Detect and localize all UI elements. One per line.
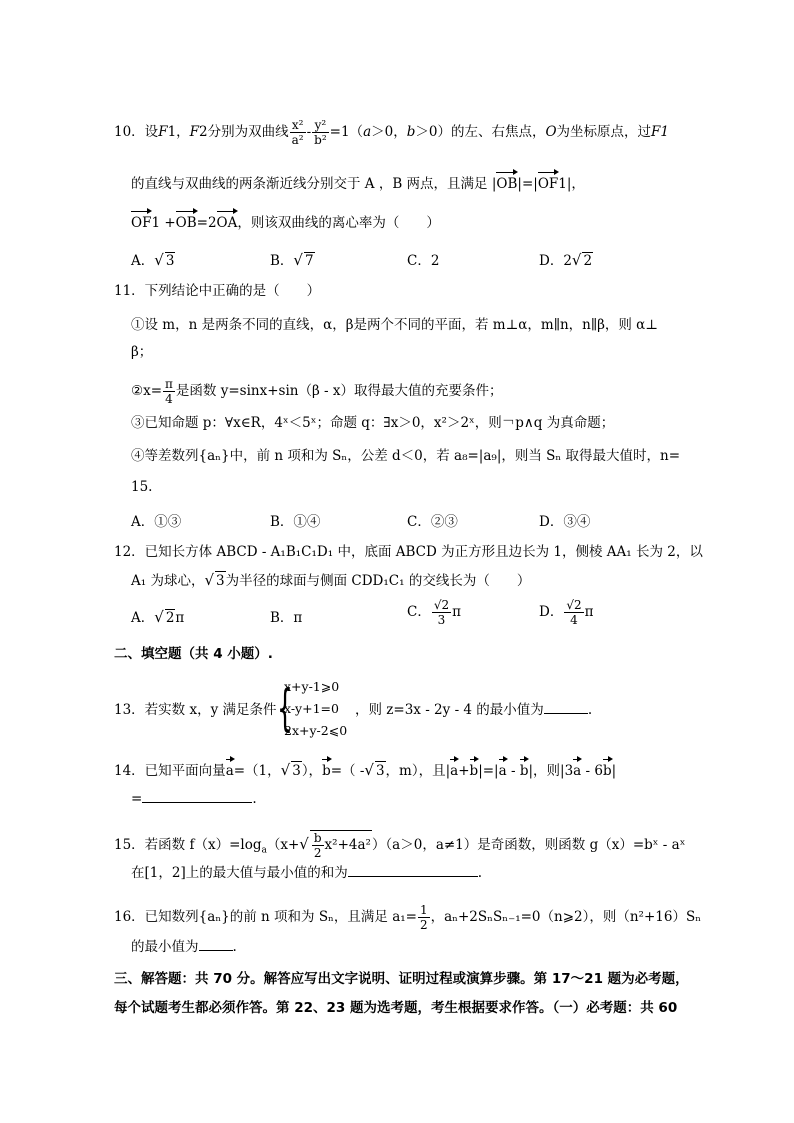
q10-line3 [131, 210, 440, 232]
text: ）， [301, 763, 323, 779]
radicand: 3 [375, 763, 385, 779]
sqrt-icon: √ [293, 251, 303, 269]
text: ，则该双曲线的离心率为（ ） [237, 215, 440, 231]
vector-ob: OB [176, 210, 197, 232]
text: =（ - [330, 763, 365, 779]
text: ＞0， [371, 124, 407, 140]
text: 1， [167, 124, 190, 140]
sqrt-icon: √ [571, 251, 582, 269]
text: ，m），且| [385, 763, 451, 779]
q11-s4: ④等差数列{aₙ}中，前 n 项和为 Sₙ，公差 d＜0，若 a₈=|a₉|，则当 Sₙ 取得最大值时，n= [131, 448, 681, 464]
numerator: π [165, 377, 173, 391]
text: ＞0）的左、右焦点， [415, 124, 546, 140]
text: 为半径的球面与侧面 CDD₁C₁ 的交线长为（ ） [225, 573, 531, 589]
q11-options [0, 510, 794, 528]
text: π [584, 604, 594, 620]
equation-3: 2x+y-2⩽0 [284, 723, 348, 738]
fraction-1-2 [418, 903, 430, 932]
option-a [131, 606, 184, 626]
sqrt-icon: √ [154, 608, 164, 626]
brace-icon: { [277, 679, 293, 737]
section-3-line1: 三、解答题：共 70 分。解答应写出文字说明、证明过程或演算步骤。第 17～21 题为必考题， [114, 971, 689, 987]
fraction-pi-4 [163, 377, 175, 406]
sqrt-icon: √ [280, 761, 291, 779]
q13-line [114, 701, 277, 719]
option-d [539, 598, 593, 627]
vector-b: b [322, 758, 331, 780]
numerator: x² [290, 118, 306, 133]
section-2-heading: 二、填空题（共 4 小题）. [114, 646, 273, 662]
text: 是函数 y=sinx+sin（β - x）取得最大值的充要条件； [175, 383, 503, 399]
text: B． [270, 253, 294, 269]
text: 的最小值为 [131, 939, 199, 955]
text: x²+4a² [324, 837, 371, 853]
text: 13．若实数 x，y 满足条件 [114, 702, 277, 718]
text: =1（ [329, 124, 364, 140]
q14-line2 [131, 790, 257, 808]
numerator: √2 [433, 598, 450, 612]
text: C． [407, 604, 431, 620]
vector-a: a [450, 758, 458, 780]
text: . [477, 865, 483, 881]
radicand: 7 [304, 253, 314, 269]
q11-s4b: 15. [131, 479, 153, 495]
q13-system [277, 677, 357, 741]
text: - [306, 124, 312, 140]
text: ）（a＞0，a≠1）是奇函数，则函数 g（x）=bˣ - aˣ [371, 837, 686, 853]
text: ②x= [131, 383, 163, 399]
radicand [310, 830, 372, 860]
fraction [564, 598, 583, 627]
q10-options [0, 249, 794, 267]
text: b [406, 124, 416, 140]
fraction [432, 598, 451, 627]
text: 1 + [151, 215, 176, 231]
text: 14．已知平面向量 [114, 763, 226, 779]
sqrt-icon: √ [364, 761, 374, 779]
vector-of1: OF [538, 171, 558, 193]
text: =（1， [233, 763, 281, 779]
vector-a: a [573, 758, 581, 780]
answer-blank[interactable] [544, 701, 588, 714]
text: D． [539, 604, 564, 620]
option-c: C．②③ [407, 514, 458, 530]
subscript: a [261, 845, 267, 856]
vector-ob: OB [496, 171, 517, 193]
text: 10．设 [114, 124, 159, 140]
q16-line2 [131, 938, 237, 956]
numerator: b [313, 831, 322, 845]
text: a [363, 124, 372, 140]
q15-line1 [114, 830, 685, 860]
answer-blank[interactable] [142, 790, 252, 803]
text: =2 [196, 215, 217, 231]
vector-oa: OA [217, 210, 238, 232]
text: 为坐标原点，过 [556, 124, 652, 140]
q11-s2 [131, 377, 503, 406]
denominator: b² [314, 133, 327, 147]
text: A． [131, 610, 155, 626]
sqrt-icon: √ [299, 835, 309, 853]
q12-line2 [131, 571, 530, 590]
option-b [270, 249, 315, 269]
q11-s1b: β； [131, 344, 153, 360]
q13-line-tail [355, 701, 592, 719]
text: - [506, 763, 520, 779]
equation-2: x-y+1=0 [284, 701, 339, 716]
q11-s3: ③已知命题 p：∀x∈R，4ˣ＜5ˣ；命题 q：∃x＞0，x²＞2ˣ，则￢p∧q 为真命题； [131, 415, 615, 431]
option-d [539, 249, 593, 269]
text: . [252, 791, 257, 807]
text: . [587, 702, 593, 718]
vector-b: b [603, 758, 612, 780]
text: |=| [478, 763, 499, 779]
text: （x+ [266, 837, 300, 853]
option-b: B．①④ [270, 514, 321, 530]
option-a: A．①③ [131, 514, 182, 530]
text: O [545, 124, 557, 140]
option-b: B．π [270, 610, 303, 626]
vector-b: b [520, 758, 529, 780]
answer-blank[interactable] [199, 938, 233, 951]
text: F [158, 124, 168, 140]
sqrt-icon: √ [154, 251, 164, 269]
section-3-line2: 每个试题考生都必须作答。第 22、23 题为选考题，考生根据要求作答。（一）必考题：共 60 [114, 1000, 678, 1016]
text: D．2 [539, 253, 572, 269]
option-d: D．③④ [539, 514, 591, 530]
text: 1|， [558, 176, 585, 192]
answer-blank[interactable] [348, 864, 478, 877]
option-a [131, 249, 175, 269]
text: π [452, 604, 461, 620]
numerator: √2 [566, 598, 582, 612]
text: 的直线与双曲线的两条渐近线分别交于 A ，B 两点，且满足 | [131, 176, 497, 192]
vector-a: a [499, 758, 507, 780]
denominator: 3 [437, 613, 446, 627]
numerator: y² [312, 118, 329, 133]
denominator: 4 [570, 613, 578, 627]
q11-stem: 11．下列结论中正确的是（ ） [114, 283, 321, 299]
q12-line1: 12．已知长方体 ABCD - A₁B₁C₁D₁ 中，底面 ABCD 为正方形且边长为 1，侧棱 AA₁ 长为 2，以 [114, 544, 703, 560]
text: - 6 [581, 763, 603, 779]
q16-line1 [114, 903, 701, 932]
radicand: 3 [292, 763, 301, 779]
vector-a: a [226, 758, 234, 780]
q14-line1 [114, 758, 616, 780]
radicand: 2 [583, 253, 593, 269]
text: A． [131, 253, 155, 269]
text: 15．若函数 f（x）=log [114, 837, 262, 853]
text: F [189, 124, 200, 140]
text: 在[1，2]上的最大值与最小值的和为 [131, 865, 348, 881]
q11-s1: ①设 m，n 是两条不同的直线，α，β是两个不同的平面，若 m⊥α，m∥n，n∥β，则 α⊥ [131, 317, 658, 333]
text: |，则|3 [528, 763, 574, 779]
denominator: 2 [419, 918, 428, 932]
vector-of1: OF [131, 210, 151, 232]
equation-1: x+y-1⩾0 [284, 679, 340, 694]
text: . [232, 939, 237, 955]
text: = [131, 791, 143, 807]
text: A₁ 为球心， [131, 573, 205, 589]
option-c [407, 598, 461, 627]
text: ，则 z=3x - 2y - 4 的最小值为 [355, 702, 544, 718]
fraction-x2-a2 [290, 118, 306, 147]
sqrt-icon: √ [204, 571, 215, 589]
numerator: 1 [419, 903, 428, 917]
text: 16．已知数列{aₙ}的前 n 项和为 Sₙ，且满足 a₁= [114, 909, 417, 925]
text: π [175, 610, 185, 626]
text: + [458, 763, 470, 779]
option-c: C．2 [407, 253, 440, 269]
q15-line2 [131, 864, 482, 882]
text: |=| [517, 176, 538, 192]
denominator: 4 [165, 392, 173, 406]
fraction-b-2 [312, 831, 324, 860]
fraction-y2-b2 [312, 118, 329, 147]
radicand: 3 [165, 253, 175, 269]
q10-line2 [131, 171, 585, 193]
radicand: 3 [216, 573, 225, 589]
vector-b: b [470, 758, 479, 780]
text: F1 [651, 124, 670, 140]
denominator: 2 [313, 846, 322, 860]
q12-options [0, 598, 794, 627]
q10-line1 [114, 118, 669, 147]
text: ，aₙ+2SₙSₙ₋₁=0（n⩾2），则（n²+16）Sₙ [430, 909, 702, 925]
radicand: 2 [165, 610, 175, 626]
text: 2分别为双曲线 [199, 124, 289, 140]
text: | [611, 763, 617, 779]
denominator: a² [291, 133, 304, 147]
